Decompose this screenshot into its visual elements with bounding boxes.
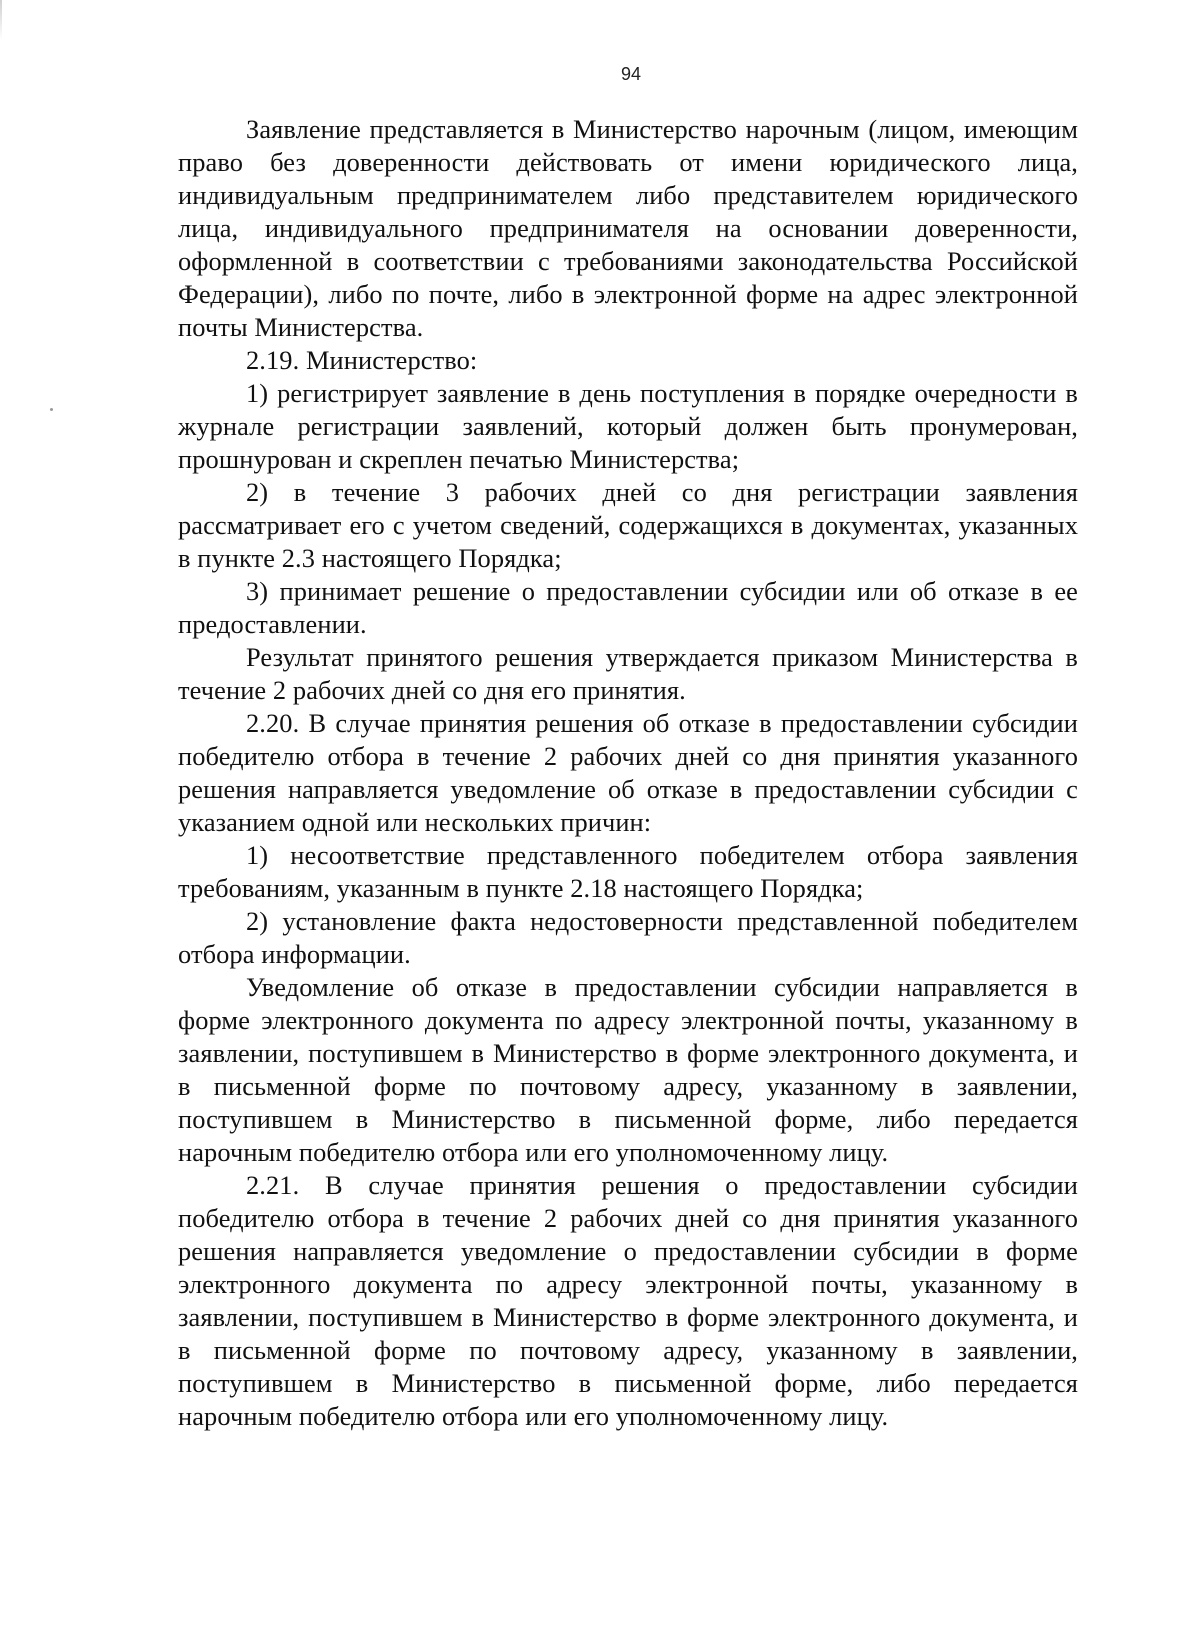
- paragraph-2-19-item-2: 2) в течение 3 рабочих дней со дня регистрации заявления рассматривает его с учетом сведений, содержащихся в документах, указанных в пункте 2.3 настоящего Порядка;: [178, 477, 1078, 573]
- paragraph-2-20: 2.20. В случае принятия решения об отказе в предоставлении субсидии победителю отбора в течение 2 рабочих дней со дня принятия указанного решения направляется уведомление об отказе в предоставлении субсидии с указанием одной или нескольких причин:: [178, 708, 1078, 837]
- document-body: [178, 113, 1078, 1433]
- paragraph-2-19-item-1: 1) регистрирует заявление в день поступления в порядке очередности в журнале регистрации заявлений, который должен быть пронумерован, прошнурован и скреплен печатью Министерства;: [178, 378, 1078, 474]
- paragraph-2-20-reason-1: 1) несоответствие представленного победителем отбора заявления требованиям, указанным в пункте 2.18 настоящего Порядка;: [178, 840, 1078, 903]
- scan-speck: [50, 408, 53, 411]
- scan-edge-mark: [0, 0, 2, 40]
- paragraph-refusal-notice-delivery: Уведомление об отказе в предоставлении субсидии направляется в форме электронного документа по адресу электронной почты, указанному в заявлении, поступившем в Министерство в форме электронного документа, и в письменной форме по почтовому адресу, указанному в заявлении, поступившем в Министерство в письменной форме, либо передается нарочным победителю отбора или его уполномоченному лицу.: [178, 972, 1078, 1167]
- page-number: 94: [620, 64, 642, 84]
- paragraph-submission-methods: Заявление представляется в Министерство нарочным (лицом, имеющим право без доверенности действовать от имени юридического лица, индивидуальным предпринимателем либо представителем юридического лица, индивидуального предпринимателя на основании доверенности, оформленной в соответствии с требованиями законодательства Российской Федерации), либо по почте, либо в электронной форме на адрес электронной почты Министерства.: [178, 114, 1078, 342]
- paragraph-2-21: 2.21. В случае принятия решения о предоставлении субсидии победителю отбора в течение 2 рабочих дней со дня принятия указанного решения направляется уведомление о предоставлении субсидии в форме электронного документа по адресу электронной почты, указанному в заявлении, поступившем в Министерство в форме электронного документа, и в письменной форме по почтовому адресу, указанному в заявлении, поступившем в Министерство в письменной форме, либо передается нарочным победителю отбора или его уполномоченному лицу.: [178, 1170, 1078, 1431]
- paragraph-2-20-reason-2: 2) установление факта недостоверности представленной победителем отбора информации.: [178, 906, 1078, 969]
- paragraph-2-19-heading: 2.19. Министерство:: [246, 345, 478, 375]
- paragraph-decision-approval: Результат принятого решения утверждается приказом Министерства в течение 2 рабочих дней со дня его принятия.: [178, 642, 1078, 705]
- paragraph-2-19-item-3: 3) принимает решение о предоставлении субсидии или об отказе в ее предоставлении.: [178, 576, 1078, 639]
